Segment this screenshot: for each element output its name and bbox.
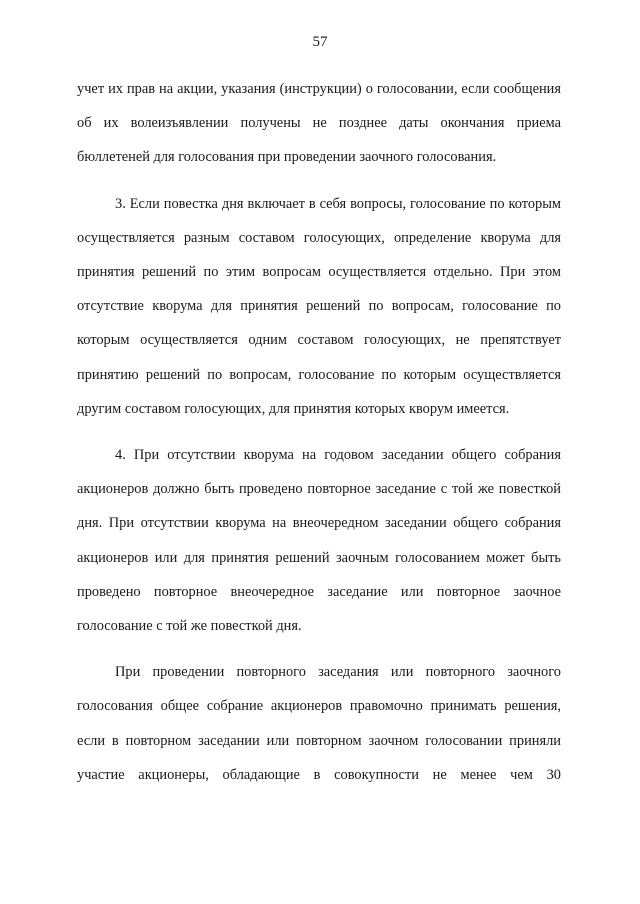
document-body <box>77 72 561 792</box>
paragraph-continuation: учет их прав на акции, указания (инструкции) о голосовании, если сообщения об их волеизъявлении получены не позднее даты окончания приема бюллетеней для голосования при проведении заочного голосования. <box>77 81 561 166</box>
paragraph-item-3: 3. Если повестка дня включает в себя вопросы, голосование по которым осуществляется разным составом голосующих, определение кворума для принятия решений по этим вопросам осуществляется отдельно. При этом отсутствие кворума для принятия решений по вопросам, голосование по которым осуществляется одним составом голосующих, не препятствует принятию решений по вопросам, голосование по которым осуществляется другим составом голосующих, для принятия которых кворум имеется. <box>77 195 561 417</box>
paragraph-repeat-meeting: При проведении повторного заседания или повторного заочного голосования общее собрание акционеров правомочно принимать решения, если в повторном заседании или повторном заочном голосовании приняли участие акционеры, обладающие в совокупности не менее чем 30 <box>77 664 561 783</box>
page-number: 57 <box>312 34 328 50</box>
paragraph-item-4: 4. При отсутствии кворума на годовом заседании общего собрания акционеров должно быть проведено повторное заседание с той же повесткой дня. При отсутствии кворума на внеочередном заседании общего собрания акционеров или для принятия решений заочным голосованием может быть проведено повторное внеочередное заседание или повторное заочное голосование с той же повесткой дня. <box>77 447 561 635</box>
